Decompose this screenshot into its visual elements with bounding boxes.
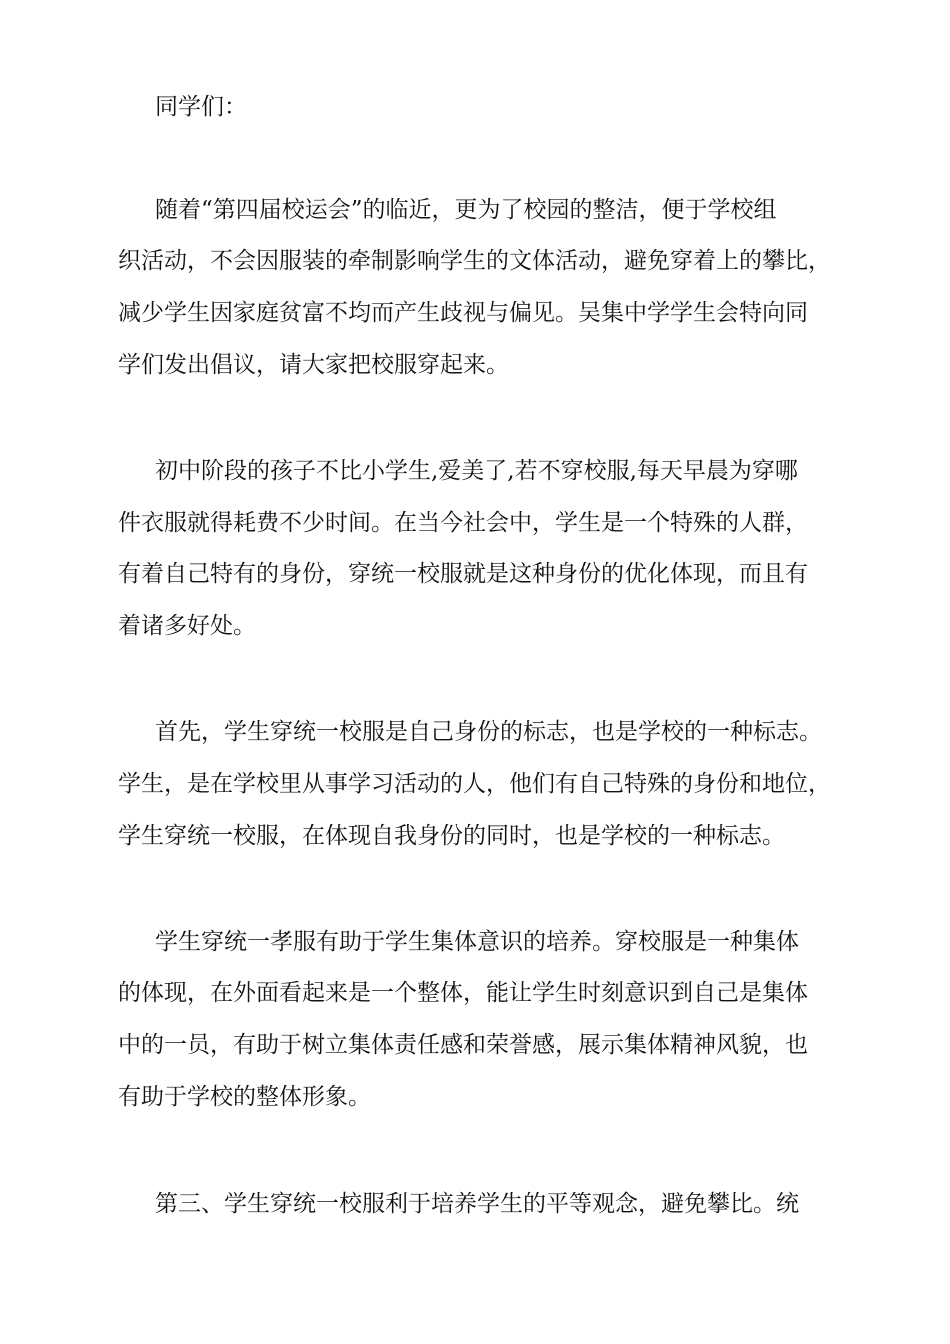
paragraph-line: 学们发出倡议，请大家把校服穿起来。 (118, 352, 509, 378)
paragraph-line: 的体现，在外面看起来是一个整体，能让学生时刻意识到自己是集体 (118, 980, 808, 1006)
salutation: 同学们： (155, 94, 247, 120)
paragraph-line: 着诸多好处。 (118, 613, 256, 639)
paragraph-line: 第三、学生穿统一校服利于培养学生的平等观念，避免攀比。统 (155, 1191, 799, 1217)
paragraph-line: 有助于学校的整体形象。 (118, 1084, 371, 1110)
paragraph-line: 学生，是在学校里从事学习活动的人，他们有自己特殊的身份和地位， (118, 771, 831, 797)
paragraph-line: 学生穿统一校服，在体现自我身份的同时，也是学校的一种标志。 (118, 823, 785, 849)
paragraph-line: 有着自己特有的身份，穿统一校服就是这种身份的优化体现，而且有 (118, 561, 808, 587)
paragraph-line: 初中阶段的孩子不比小学生,爱美了,若不穿校服,每天早晨为穿哪 (155, 458, 798, 484)
paragraph-line: 减少学生因家庭贫富不均而产生歧视与偏见。吴集中学学生会特向同 (118, 300, 808, 326)
paragraph-line: 学生穿统一孝服有助于学生集体意识的培养。穿校服是一种集体 (155, 929, 799, 955)
paragraph-line: 中的一员，有助于树立集体责任感和荣誉感，展示集体精神风貌，也 (118, 1032, 808, 1058)
paragraph-line: 随着“第四届校运会”的临近，更为了校园的整洁，便于学校组 (155, 197, 777, 223)
paragraph-line: 首先，学生穿统一校服是自己身份的标志，也是学校的一种标志。 (155, 719, 822, 745)
paragraph-line: 件衣服就得耗费不少时间。在当今社会中，学生是一个特殊的人群， (118, 510, 808, 536)
paragraph-line: 织活动，不会因服装的牵制影响学生的文体活动，避免穿着上的攀比， (118, 248, 831, 274)
